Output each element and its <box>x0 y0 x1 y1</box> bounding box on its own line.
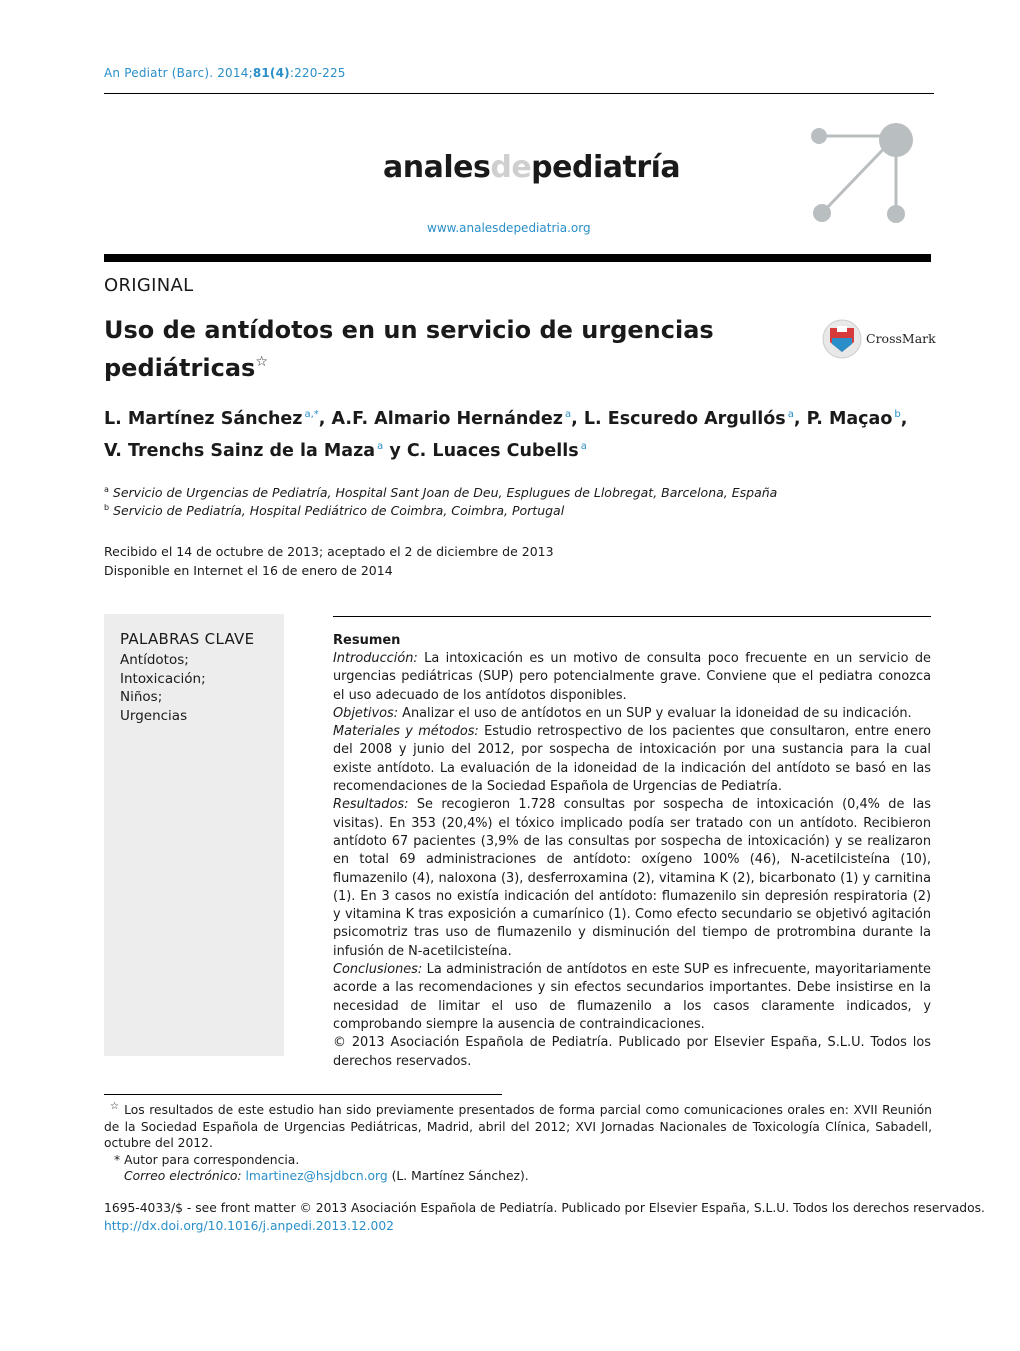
abstract-rule <box>333 616 931 617</box>
keywords-list <box>120 651 206 725</box>
crossmark-icon <box>822 318 862 360</box>
crossmark-badge[interactable]: CrossMark <box>822 318 942 360</box>
received-date: Recibido el 14 de octubre de 2013; aceptado el 2 de diciembre de 2013 <box>104 544 554 559</box>
author-name: P. Maçao <box>806 409 893 429</box>
footnotes: ☆ Los resultados de este estudio han sido previamente presentados de forma parcial como comunicaciones orales en: XVII Reunión de la Sociedad Española de Urgencias Pediátricas, Madrid, abril del 2012; XVI Jornadas Nacionales de Toxicología Clínica, Sabadell, octubre del 2012. * Autor para correspondencia. Correo electrónico: lmartinez@hsjdbcn.org (L. Martínez Sánchez). <box>104 1101 932 1184</box>
abstract-section: Materiales y métodos: Estudio retrospectivo de los pacientes que consultaron, entre enero del 2008 y junio del 2012, por sospecha de intoxicación por una sustancia para la cual existe antídoto. La evaluación de la idoneidad de la indicación del antídoto se basó en las recomendaciones de la Sociedad Española de Urgencias de Pediatría. <box>333 724 931 795</box>
author-affiliation-mark[interactable]: a <box>580 441 587 452</box>
abstract-heading: Resumen <box>333 633 401 648</box>
header-rule <box>104 93 934 94</box>
section-label: ORIGINAL <box>104 275 194 296</box>
issn-line: 1695-4033/$ - see front matter © 2013 Asociación Española de Pediatría. Publicado por Elsevier España, S.L.U. Todos los derechos reservados. <box>104 1201 985 1215</box>
journal-citation[interactable]: An Pediatr (Barc). 2014;81(4):220-225 <box>104 66 346 80</box>
author-affiliation-mark[interactable]: a,* <box>304 409 319 420</box>
author-name: L. Martínez Sánchez <box>104 409 303 429</box>
journal-logo: analesdepediatría <box>383 150 681 185</box>
abstract-section: Conclusiones: La administración de antídotos en este SUP es infrecuente, mayoritariamente acorde a las recomendaciones y sin efectos secundarios importantes. Debe insistirse en la necesidad de limitar el uso de flumazenilo a los casos claramente indicados, y comprobando siempre la ausencia de contraindicaciones. <box>333 962 931 1032</box>
author-affiliation-mark[interactable]: b <box>894 409 901 420</box>
footnote-rule <box>104 1094 502 1095</box>
author-affiliation-mark[interactable]: a <box>787 409 794 420</box>
header-thick-rule <box>104 254 931 262</box>
affiliation-a: $^a$ Servicio de Urgencias de Pediatría, Hospital Sant Joan de Deu, Esplugues de Llobregat, Barcelona, España <box>104 485 778 500</box>
available-date: Disponible en Internet el 16 de enero de 2014 <box>104 563 393 578</box>
article-title: Uso de antídotos en un servicio de urgencias pediátricas☆ <box>104 316 714 382</box>
keyword-item: Intoxicación; <box>120 670 206 687</box>
author-name: A.F. Almario Hernández <box>331 409 563 429</box>
abstract-body <box>333 650 931 1071</box>
author-affiliation-mark[interactable]: a <box>377 441 384 452</box>
author-affiliation-mark[interactable]: a <box>564 409 572 420</box>
abstract-copyright: © 2013 Asociación Española de Pediatría. Publicado por Elsevier España, S.L.U. Todos los derechos reservados. <box>333 1035 931 1069</box>
affiliation-b: $^b$ Servicio de Pediatría, Hospital Pediátrico de Coimbra, Coimbra, Portugal <box>104 503 565 518</box>
email-link[interactable]: lmartinez@hsjdbcn.org <box>245 1169 388 1184</box>
doi-link[interactable]: http://dx.doi.org/10.1016/j.anpedi.2013.12.002 <box>104 1219 395 1233</box>
author-name: V. Trenchs Sainz de la Maza <box>104 441 376 461</box>
network-logo-icon <box>804 118 926 230</box>
journal-url-link[interactable]: www.analesdepediatria.org <box>427 221 591 235</box>
author-name: L. Escuredo Argullós <box>583 409 786 429</box>
abstract-section: Objetivos: Analizar el uso de antídotos en un SUP y evaluar la idoneidad de su indicación. <box>333 705 912 721</box>
keyword-item: Niños; <box>120 689 163 705</box>
abstract-section: Resultados: Se recogieron 1.728 consultas por sospecha de intoxicación (0,4% de las visitas). En 353 (20,4%) el tóxico implicado podía ser tratado con un antídoto. Recibieron antídoto 67 pacientes (3,9% de las consultas por sospecha de intoxicación) y se realizaron en total 69 administraciones de antídoto: oxígeno 100% (46), N-acetilcisteína (10), flumazenilo (4), naloxona (3), desferroxamina (2), vitamina K (2), bicarbonato (1) y carnitina (1). En 3 casos no existía indicación del antídoto: flumazenilo sin depresión respiratoria (2) y vitamina K tras exposición a cumarínico (1). Como efecto secundario se objetivó agitación psicomotriz tras uso de flumazenilo y disminución del tiempo de protrombina durante la infusión de N-acetilcisteína. <box>333 797 931 959</box>
title-footnote-mark[interactable]: ☆ <box>255 354 268 370</box>
keyword-item: Urgencias <box>120 707 188 724</box>
keyword-item: Antídotos; <box>120 652 189 668</box>
author-name: C. Luaces Cubells <box>406 441 579 461</box>
keywords-heading: PALABRAS CLAVE <box>120 630 255 648</box>
abstract-section: Introducción: La intoxicación es un motivo de consulta poco frecuente en un servicio de urgencias pediátricas (SUP) pero potencialmente grave. Conviene que el pediatra conozca el uso adecuado de los antídotos disponibles. <box>333 651 931 703</box>
author-list: L. Martínez Sánchez $^{a,*}$, A.F. Almario Hernández $^a$, L. Escuredo Argullós $^a$, P. Maçao $^b$, V. Trenchs Sainz de la Maza $^a$ y C. Luaces Cubells $^a$ <box>104 409 908 461</box>
